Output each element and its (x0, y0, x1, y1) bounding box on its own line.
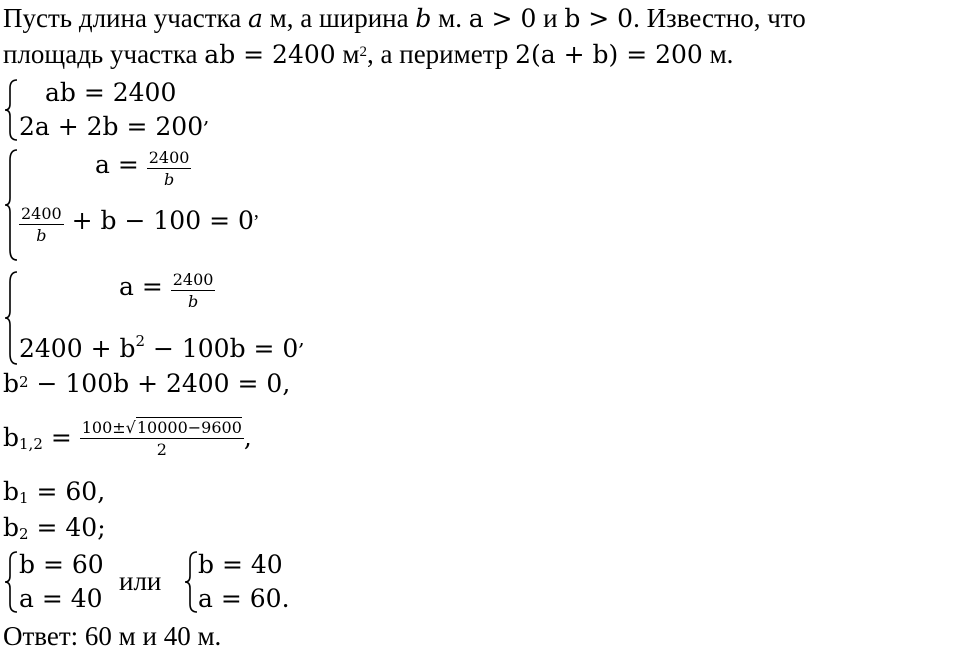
denominator: b (187, 292, 199, 311)
text: м. (431, 3, 469, 33)
value: = 40; (28, 513, 106, 542)
equation: 2400 + b (19, 334, 136, 363)
radicand: 10000−9600 (136, 418, 242, 437)
text: . Известно, что (633, 3, 806, 33)
solution-1-row-2: a = 40 (19, 584, 103, 613)
var-b: b (415, 4, 432, 33)
quadratic-equation (3, 368, 290, 400)
text: площадь участка (3, 39, 205, 69)
sqrt-icon: √ (125, 418, 136, 437)
equation-rest: − 100b = 0 (145, 334, 299, 363)
comma: , (298, 326, 305, 350)
lhs: a = (119, 272, 171, 302)
var-a: a (247, 4, 263, 33)
system-3-row-1 (119, 270, 215, 313)
text: , а периметр (367, 39, 516, 69)
system-1 (3, 78, 263, 144)
fraction (80, 418, 244, 461)
var: b (3, 513, 20, 542)
intro-line-1 (3, 2, 806, 35)
numerator-part: 100± (81, 418, 126, 437)
equation: 2a + 2b = 200 (19, 112, 204, 141)
equation-rest: + b − 100 = 0 (63, 206, 254, 236)
fraction (171, 270, 216, 313)
numerator (80, 418, 244, 439)
root-b2 (3, 512, 106, 544)
lhs: a = (95, 150, 147, 180)
comma: , (243, 423, 252, 452)
subscript: 2 (19, 525, 29, 543)
brace-icon (3, 148, 19, 262)
area-equation: ab = 2400 (204, 40, 336, 69)
numerator: 2400 (148, 148, 190, 167)
system-3-row-2 (19, 326, 305, 363)
system-2-row-2 (19, 200, 259, 247)
system-1-row-1: ab = 2400 (45, 78, 177, 107)
comma: , (253, 200, 259, 223)
text: и (536, 3, 565, 33)
brace-icon (3, 78, 19, 142)
equals: = (42, 423, 80, 452)
or-word: или (119, 566, 162, 596)
intro-line-2 (3, 38, 733, 71)
solution-1-row-1: b = 60 (19, 550, 104, 579)
final-systems (3, 550, 333, 616)
exponent: 2 (19, 373, 29, 391)
perimeter-equation: 2(a + b) = 200 (515, 40, 703, 69)
condition-a: a > 0 (468, 4, 537, 33)
roots-formula (3, 408, 252, 468)
text: Пусть длина участка (3, 3, 248, 33)
denominator: b (163, 170, 175, 189)
system-2-row-1 (95, 148, 191, 191)
subscript: 1 (19, 489, 29, 507)
root-b1 (3, 476, 105, 508)
numerator: 2400 (172, 270, 214, 289)
answer-line: Ответ: 60 м и 40 м. (3, 621, 222, 651)
text: м. (702, 39, 734, 69)
brace-icon (183, 550, 199, 614)
condition-b: b > 0 (564, 4, 634, 33)
system-2 (3, 148, 323, 264)
denominator: 2 (156, 440, 167, 459)
fraction (147, 148, 192, 191)
numerator: 2400 (21, 204, 62, 223)
brace-icon (3, 270, 19, 366)
subscript: 1,2 (19, 435, 43, 453)
system-3 (3, 270, 363, 370)
denominator: b (36, 226, 47, 245)
value: = 60, (28, 477, 106, 506)
equation: a = 60 (198, 584, 282, 613)
exponent: 2 (359, 44, 368, 60)
brace-icon (3, 550, 19, 614)
var: b (3, 369, 20, 398)
exponent: 2 (135, 332, 146, 350)
solution-2-row-1: b = 40 (198, 550, 283, 579)
solution-2-row-2 (198, 584, 290, 613)
fraction (19, 204, 64, 247)
var: b (3, 477, 20, 506)
text: м, а ширина (262, 3, 416, 33)
equation-rest: − 100b + 2400 = 0, (28, 369, 291, 398)
unit: м (335, 39, 360, 69)
comma: , (203, 104, 210, 128)
var: b (3, 423, 20, 452)
system-1-row-2 (19, 104, 210, 141)
period: . (281, 584, 290, 613)
